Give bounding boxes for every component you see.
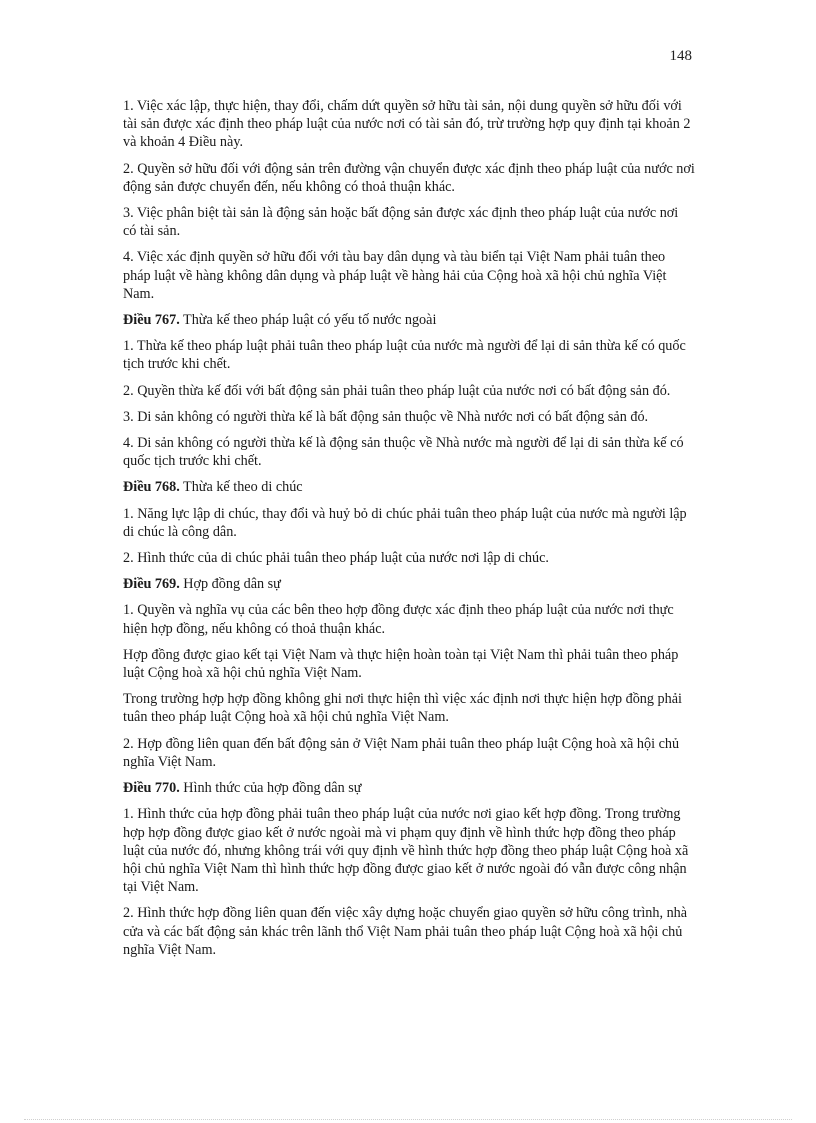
article-title: Hợp đồng dân sự <box>179 576 281 593</box>
paragraph: 4. Việc xác định quyền sở hữu đối với tàu bay dân dụng và tàu biển tại Việt Nam phải tuân theo pháp luật về hàng không dân dụng và pháp luật về hàng hải của Cộng hoà xã hội chủ nghĩa Việt Nam. <box>123 249 667 302</box>
paragraph: Hợp đồng được giao kết tại Việt Nam và thực hiện hoàn toàn tại Việt Nam thì phải tuân theo pháp luật Cộng hoà xã hội chủ nghĩa Việt Nam. <box>123 646 679 682</box>
article-number: Điều 769. <box>123 576 180 593</box>
paragraph: 2. Hình thức hợp đồng liên quan đến việc xây dựng hoặc chuyển giao quyền sở hữu công trình, nhà cửa và các bất động sản khác trên lãnh thổ Việt Nam phải tuân theo pháp luật Cộng hoà xã hội chủ nghĩa Việt Nam. <box>123 905 688 958</box>
paragraph: 3. Di sản không có người thừa kế là bất động sản thuộc về Nhà nước nơi có bất động sản đó. <box>123 408 649 425</box>
article-title: Hình thức của hợp đồng dân sự <box>179 780 362 797</box>
page-bottom-divider <box>24 1119 792 1120</box>
paragraph: 2. Quyền sở hữu đối với động sản trên đường vận chuyển được xác định theo pháp luật của nước nơi động sản được chuyển đến, nếu không có thoả thuận khác. <box>123 160 695 195</box>
article-number: Điều 768. <box>123 479 180 496</box>
paragraph: 2. Hợp đồng liên quan đến bất động sản ở Việt Nam phải tuân theo pháp luật Cộng hoà xã hội chủ nghĩa Việt Nam. <box>123 735 680 770</box>
paragraph: 1. Quyền và nghĩa vụ của các bên theo hợp đồng được xác định theo pháp luật của nước nơi thực hiện hợp đồng, nếu không có thoả thuận khác. <box>123 602 674 637</box>
paragraph: 1. Hình thức của hợp đồng phải tuân theo pháp luật của nước nơi giao kết hợp đồng. Trong trường hợp hợp đồng được giao kết ở nước ngoài mà vi phạm quy định về hình thức hợp đồng theo pháp luật của nước đó, nhưng không trái với quy định về hình thức hợp đồng theo pháp luật Cộng hoà xã hội chủ nghĩa Việt Nam thì hình thức hợp đồng được giao kết ở nước ngoài đó vẫn được công nhận tại Việt Nam. <box>123 806 689 896</box>
article-title: Thừa kế theo pháp luật có yếu tố nước ngoài <box>179 312 437 329</box>
paragraph: 4. Di sản không có người thừa kế là động sản thuộc về Nhà nước mà người để lại di sản thừa kế có quốc tịch trước khi chết. <box>123 435 684 470</box>
document-body <box>123 97 695 967</box>
article-title: Thừa kế theo di chúc <box>179 479 303 496</box>
page-number: 148 <box>669 48 692 64</box>
article-heading <box>123 311 695 329</box>
paragraph: 2. Quyền thừa kế đối với bất động sản phải tuân theo pháp luật của nước nơi có bất động sản đó. <box>123 382 671 399</box>
article-number: Điều 770. <box>123 780 180 797</box>
article-heading <box>123 575 695 593</box>
paragraph: 1. Thừa kế theo pháp luật phải tuân theo pháp luật của nước mà người để lại di sản thừa kế có quốc tịch trước khi chết. <box>123 338 686 373</box>
paragraph: 1. Việc xác lập, thực hiện, thay đổi, chấm dứt quyền sở hữu tài sản, nội dung quyền sở hữu đối với tài sản được xác định theo pháp luật của nước nơi có tài sản đó, trừ trường hợp quy định tại khoản 2 và khoản 4 Điều này. <box>123 98 691 151</box>
paragraph: 1. Năng lực lập di chúc, thay đổi và huỷ bỏ di chúc phải tuân theo pháp luật của nước mà người lập di chúc là công dân. <box>123 505 687 540</box>
article-number: Điều 767. <box>123 312 180 329</box>
article-heading <box>123 779 695 797</box>
paragraph: 2. Hình thức của di chúc phải tuân theo pháp luật của nước nơi lập di chúc. <box>123 550 549 567</box>
paragraph: Trong trường hợp hợp đồng không ghi nơi thực hiện thì việc xác định nơi thực hiện hợp đồng phải tuân theo pháp luật Cộng hoà xã hội chủ nghĩa Việt Nam. <box>123 691 682 726</box>
paragraph: 3. Việc phân biệt tài sản là động sản hoặc bất động sản được xác định theo pháp luật của nước nơi có tài sản. <box>123 205 679 240</box>
article-heading <box>123 478 695 496</box>
